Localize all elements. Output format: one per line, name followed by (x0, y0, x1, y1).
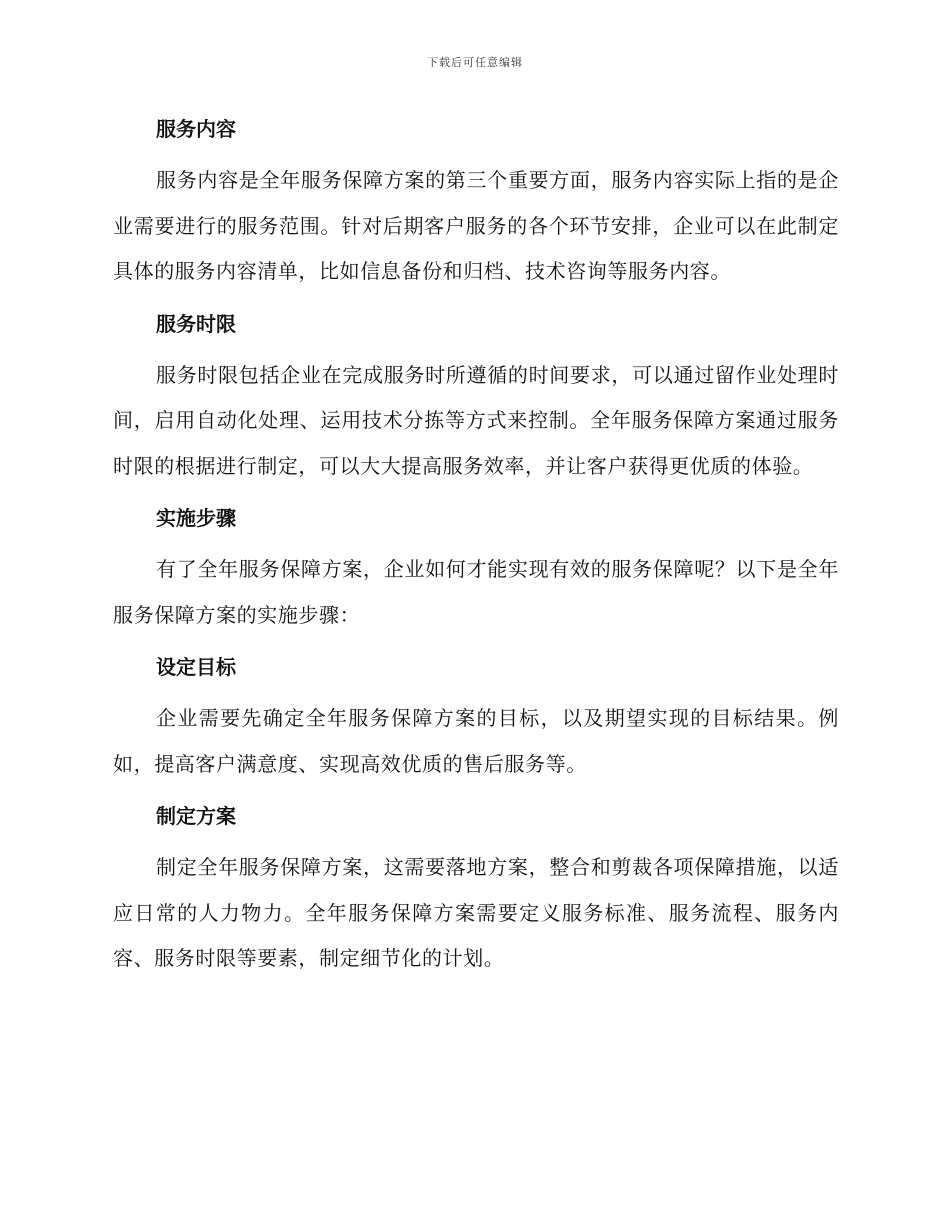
section-heading-service-time-limit: 服务时限 (156, 311, 236, 336)
page-header-note: 下载后可任意编辑 (427, 56, 523, 69)
section-heading-set-goals: 设定目标 (156, 655, 236, 679)
section-paragraph-set-goals: 企业需要先确定全年服务保障方案的目标，以及期望实现的目标结果。例如，提高客户满意度、实现高效优质的售后服务等。 (113, 706, 839, 776)
section-paragraph-make-plan: 制定全年服务保障方案，这需要落地方案，整合和剪裁各项保障措施，以适应日常的人力物力。全年服务保障方案需要定义服务标准、服务流程、服务内容、服务时限等要素，制定细节化的计划。 (113, 855, 839, 970)
section-paragraph-service-time-limit: 服务时限包括企业在完成服务时所遵循的时间要求，可以通过留作业处理时间，启用自动化处理、运用技术分拣等方式来控制。全年服务保障方案通过服务时限的根据进行制定，可以大大提高服务效率，并让客户获得更优质的体验。 (113, 362, 839, 478)
section-heading-service-content: 服务内容 (156, 117, 236, 141)
section-heading-make-plan: 制定方案 (156, 804, 236, 828)
document-body (113, 112, 839, 982)
section-heading-implementation-steps: 实施步骤 (156, 506, 236, 530)
section-paragraph-service-content: 服务内容是全年服务保障方案的第三个重要方面，服务内容实际上指的是企业需要进行的服务范围。针对后期客户服务的各个环节安排，企业可以在此制定具体的服务内容清单，比如信息备份和归档、技术咨询等服务内容。 (113, 168, 839, 283)
section-paragraph-implementation-steps: 有了全年服务保障方案，企业如何才能实现有效的服务保障呢？以下是全年服务保障方案的实施步骤： (113, 557, 839, 627)
